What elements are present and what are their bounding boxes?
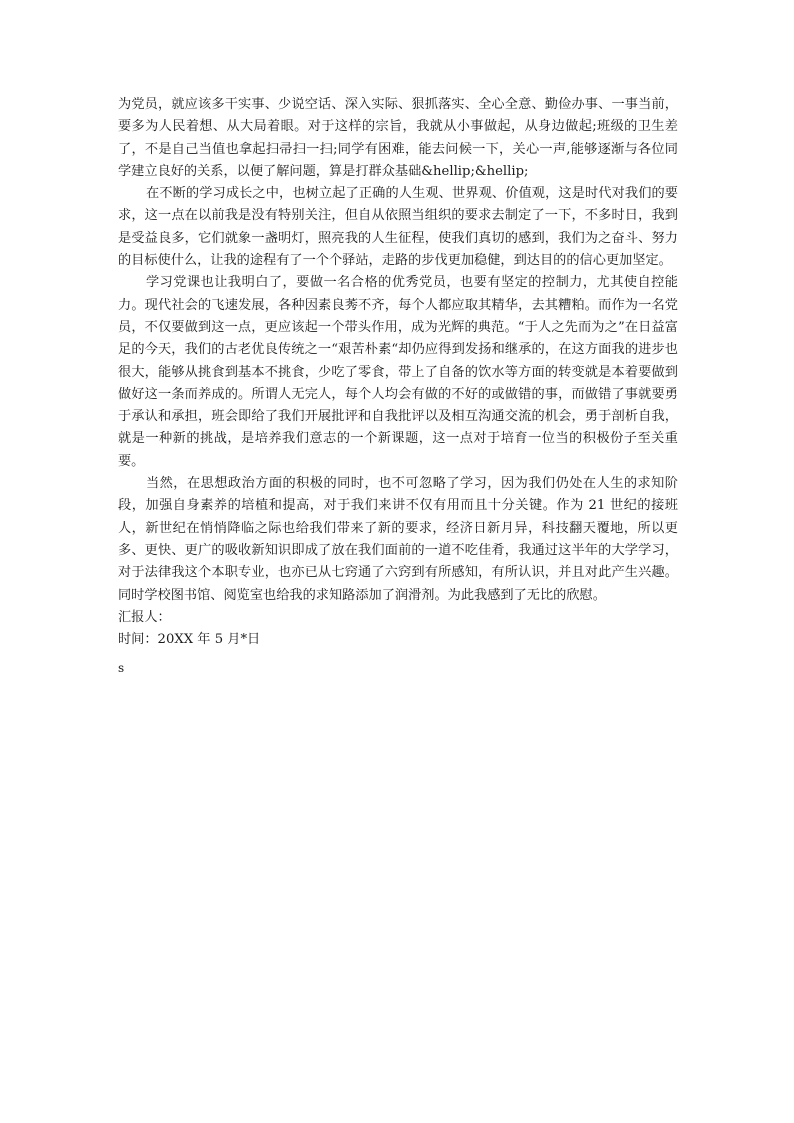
reporter-line: 汇报人： (118, 609, 171, 625)
paragraph-3: 学习党课也让我明白了，要做一名合格的优秀党员，也要有坚定的控制力，尤其使自控能力。现代社会的飞速发展，各种因素良莠不齐，每个人都应取其精华，去其糟粕。而作为一名党员，不仅要做到这一点，更应该起一个带头作用，成为光辉的典范。“于人之先而为之”在日益富足的今天，我们的古老优良传统之一“艰苦朴素“却仍应得到发扬和继承的，在这方面我的进步也很大，能够从挑食到基本不挑食，少吃了零食，带上了自备的饮水等方面的转变就是本着要做到做好这一条而养成的。所谓人无完人，每个人均会有做的不好的或做错的事，而做错了事就要勇于承认和承担，班会即给了我们开展批评和自我批评以及相互沟通交流的机会，勇于剖析自我，就是一种新的挑战，是培养我们意志的一个新课题，这一点对于培育一位当的积极份子至关重要。 (118, 275, 678, 469)
document-body (118, 94, 678, 651)
stray-character: s (118, 661, 125, 675)
paragraph-4: 当然，在思想政治方面的积极的同时，也不可忽略了学习，因为我们仍处在人生的求知阶段，加强自身素养的培植和提高，对于我们来讲不仅有用而且十分关键。作为 21 世纪的接班人，新世纪在悄悄降临之际也给我们带来了新的要求，经济日新月异，科技翻天覆地，所以更多、更快、更广的吸收新知识即成了放在我们面前的一道不吃佳肴，我通过这半年的大学学习，对于法律我这个本职专业，也亦已从七窍通了六窍到有所感知，有所认识，并且对此产生兴趣。同时学校图书馆、阅览室也给我的求知路添加了润滑剂。为此我感到了无比的欣慰。 (118, 476, 678, 603)
date-line: 时间：20XX 年 5 月*日 (118, 632, 261, 648)
paragraph-1: 为党员，就应该多干实事、少说空话、深入实际、狠抓落实、全心全意、勤俭办事、一事当前，要多为人民着想、从大局着眼。对于这样的宗旨，我就从小事做起，从身边做起;班级的卫生差了，不是自己当值也拿起扫帚扫一扫;同学有困难，能去问候一下，关心一声,能够逐渐与各位同学建立良好的关系，以便了解问题，算是打群众基础&hellip;&hellip; (118, 97, 678, 179)
paragraph-2: 在不断的学习成长之中，也树立起了正确的人生观、世界观、价值观，这是时代对我们的要求，这一点在以前我是没有特别关注，但自从依照当组织的要求去制定了一下，不多时日，我到是受益良多，它们就象一盏明灯，照亮我的人生征程，使我们真切的感到，我们为之奋斗、努力的目标使什么，让我的途程有了一个个驿站，走路的步伐更加稳健，到达目的的信心更加坚定。 (118, 186, 678, 269)
